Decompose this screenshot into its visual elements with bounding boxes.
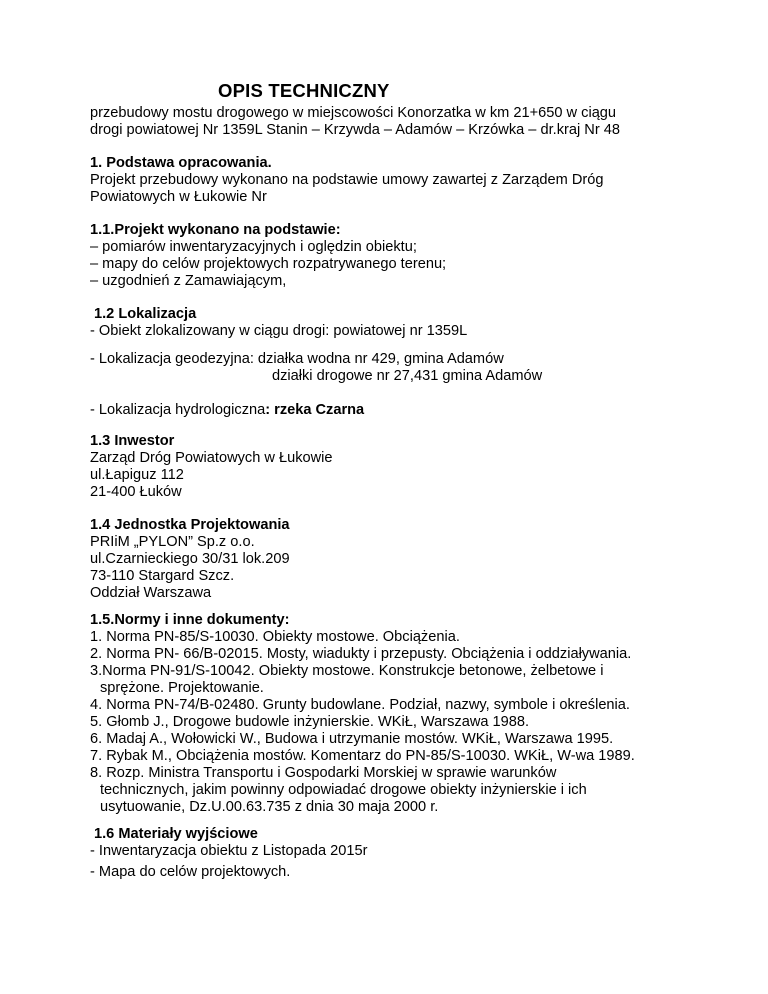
list-item: 7. Rybak M., Obciążenia mostów. Komentarz do PN-85/S-10030. WKiŁ, W-wa 1989. xyxy=(90,748,635,764)
section-heading: 1.4 Jednostka Projektowania xyxy=(90,517,290,533)
list-item: – mapy do celów projektowych rozpatrywanego terenu; xyxy=(90,256,447,272)
section-heading: 1.6 Materiały wyjściowe xyxy=(94,826,258,842)
paragraph-line: działki drogowe nr 27,431 gmina Adamów xyxy=(272,368,543,384)
location-hydro xyxy=(90,402,710,419)
document-subtitle xyxy=(90,105,710,139)
paragraph-line: - Lokalizacja geodezyjna: działka wodna nr 429, gmina Adamów xyxy=(90,351,504,367)
section-project-basis xyxy=(90,222,710,290)
paragraph-line: Powiatowych w Łukowie Nr xyxy=(90,189,267,205)
list-item: 3.Norma PN-91/S-10042. Obiekty mostowe. Konstrukcje betonowe, żelbetowe i xyxy=(90,663,604,679)
paragraph-line: - Obiekt zlokalizowany w ciągu drogi: powiatowej nr 1359L xyxy=(90,323,468,339)
section-source-materials xyxy=(90,826,710,881)
paragraph-line: ul.Łapiguz 112 xyxy=(90,467,184,483)
paragraph-line xyxy=(90,402,710,419)
paragraph-line: ul.Czarnieckiego 30/31 lok.209 xyxy=(90,551,290,567)
list-item: 2. Norma PN- 66/B-02015. Mosty, wiadukty i przepusty. Obciążenia i oddziaływania. xyxy=(90,646,632,662)
section-heading: 1.5.Normy i inne dokumenty: xyxy=(90,612,290,628)
list-item: 1. Norma PN-85/S-10030. Obiekty mostowe. Obciążenia. xyxy=(90,629,460,645)
list-item: – uzgodnień z Zamawiającym, xyxy=(90,273,287,289)
section-heading: 1. Podstawa opracowania. xyxy=(90,155,272,171)
paragraph-line: 21-400 Łuków xyxy=(90,484,182,500)
list-item: 4. Norma PN-74/B-02480. Grunty budowlane. Podział, nazwy, symbole i określenia. xyxy=(90,697,630,713)
list-item: 5. Głomb J., Drogowe budowle inżynierskie. WKiŁ, Warszawa 1988. xyxy=(90,714,530,730)
list-item: - Mapa do celów projektowych. xyxy=(90,864,291,880)
section-basis xyxy=(90,155,710,206)
list-item: usytuowanie, Dz.U.00.63.735 z dnia 30 maja 2000 r. xyxy=(100,799,439,815)
hydro-label: - Lokalizacja hydrologiczna xyxy=(90,402,266,418)
list-item: 6. Madaj A., Wołowicki W., Budowa i utrzymanie mostów. WKiŁ, Warszawa 1995. xyxy=(90,731,614,747)
section-heading: 1.2 Lokalizacja xyxy=(94,306,197,322)
section-heading: 1.3 Inwestor xyxy=(90,433,175,449)
document-title: OPIS TECHNICZNY xyxy=(218,80,390,101)
section-design-unit xyxy=(90,517,710,602)
list-item: – pomiarów inwentaryzacyjnych i oględzin obiektu; xyxy=(90,239,417,255)
list-item: sprężone. Projektowanie. xyxy=(100,680,264,696)
paragraph-line: PRIiM „PYLON” Sp.z o.o. xyxy=(90,534,255,550)
hydro-value: : rzeka Czarna xyxy=(265,402,365,418)
paragraph-line: Oddział Warszawa xyxy=(90,585,212,601)
section-standards xyxy=(90,612,710,816)
section-heading: 1.1.Projekt wykonano na podstawie: xyxy=(90,222,341,238)
list-item: 8. Rozp. Ministra Transportu i Gospodarki Morskiej w sprawie warunków xyxy=(90,765,557,781)
paragraph-line: Projekt przebudowy wykonano na podstawie umowy zawartej z Zarządem Dróg xyxy=(90,172,604,188)
subtitle-line: drogi powiatowej Nr 1359L Stanin – Krzywda – Adamów – Krzówka – dr.kraj Nr 48 xyxy=(90,122,620,138)
section-location xyxy=(90,306,710,340)
location-geodesic xyxy=(90,351,710,385)
list-item: - Inwentaryzacja obiektu z Listopada 2015r xyxy=(90,843,368,859)
subtitle-line: przebudowy mostu drogowego w miejscowości Konorzatka w km 21+650 w ciągu xyxy=(90,105,617,121)
paragraph-line: 73-110 Stargard Szcz. xyxy=(90,568,235,584)
section-investor xyxy=(90,433,710,501)
paragraph-line: Zarząd Dróg Powiatowych w Łukowie xyxy=(90,450,333,466)
list-item: technicznych, jakim powinny odpowiadać drogowe obiekty inżynierskie i ich xyxy=(100,782,587,798)
